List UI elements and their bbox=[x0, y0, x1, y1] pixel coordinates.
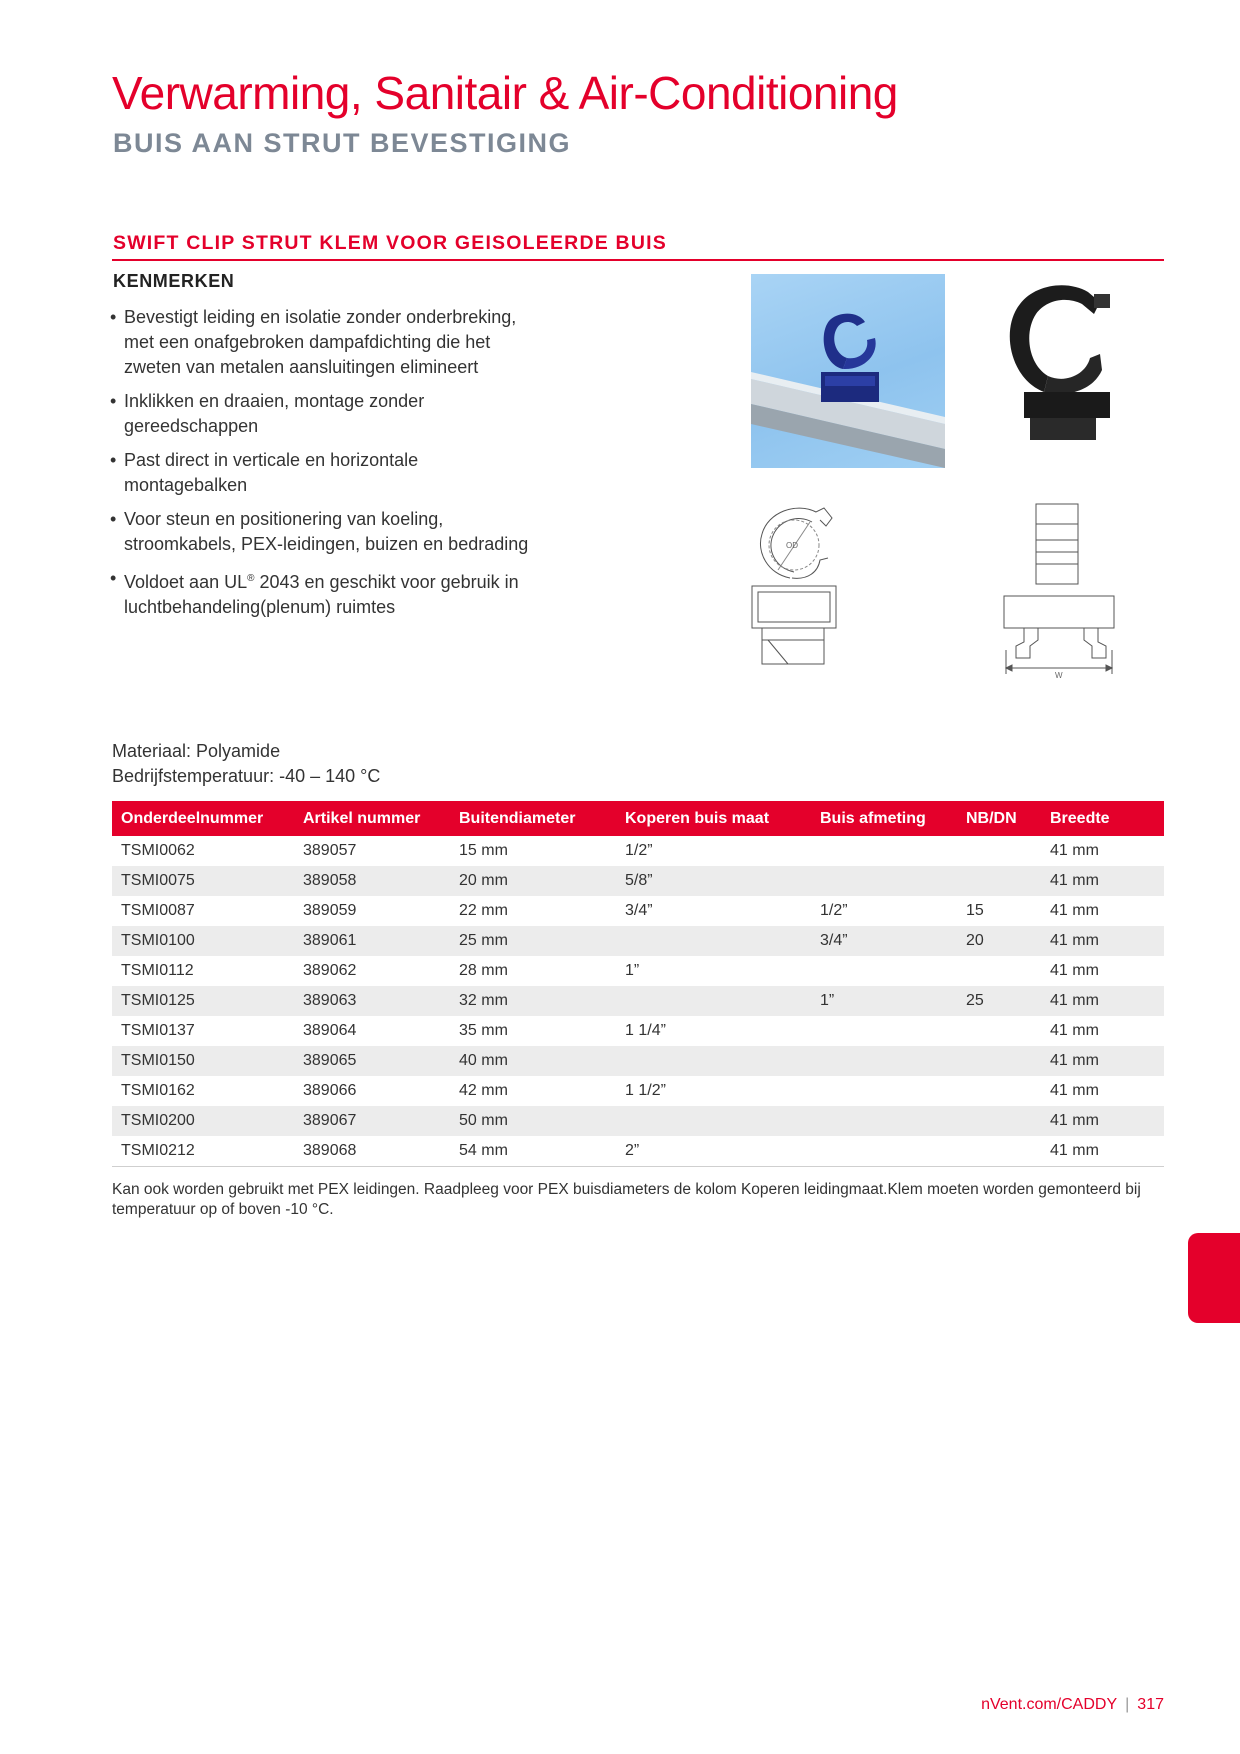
table-cell: 389067 bbox=[294, 1106, 450, 1136]
table-row bbox=[112, 836, 1164, 866]
table-cell bbox=[616, 1046, 811, 1076]
table-cell: 32 mm bbox=[450, 986, 616, 1016]
table-cell: 41 mm bbox=[1050, 1082, 1099, 1099]
technical-drawing-front bbox=[1000, 500, 1122, 680]
column-header-nb-dn: NB/DN bbox=[957, 801, 1041, 836]
table-cell: 28 mm bbox=[459, 962, 508, 979]
table-cell: 41 mm bbox=[1050, 842, 1099, 859]
table-cell bbox=[811, 1136, 957, 1167]
page-footer bbox=[981, 1696, 1164, 1714]
page-title: Verwarming, Sanitair & Air-Conditioning bbox=[112, 67, 898, 119]
table-cell: 42 mm bbox=[459, 1082, 508, 1099]
table-cell: 41 mm bbox=[1041, 1046, 1164, 1076]
strut-clip-black-image bbox=[990, 274, 1130, 468]
table-cell: 1/2” bbox=[820, 902, 848, 919]
table-cell bbox=[957, 866, 1041, 896]
column-header-part-number: Onderdeelnummer bbox=[112, 801, 294, 836]
table-cell bbox=[957, 956, 1041, 986]
table-cell: 54 mm bbox=[450, 1136, 616, 1167]
table-cell: TSMI0125 bbox=[112, 986, 294, 1016]
section-divider bbox=[112, 259, 1164, 261]
table-cell: 1” bbox=[811, 986, 957, 1016]
table-cell: 25 bbox=[957, 986, 1041, 1016]
side-view-drawing bbox=[748, 500, 848, 668]
table-cell bbox=[811, 1016, 957, 1046]
table-cell: TSMI0087 bbox=[121, 902, 195, 919]
table-cell bbox=[811, 1076, 957, 1106]
temperature-spec: Bedrijfstemperatuur: -40 – 140 °C bbox=[112, 766, 381, 786]
column-header-width: Breedte bbox=[1041, 801, 1164, 836]
footer-website: nVent.com/CADDY bbox=[981, 1696, 1118, 1713]
table-header-row bbox=[112, 801, 1164, 836]
product-photo-mounted bbox=[751, 274, 945, 468]
table-cell bbox=[957, 1046, 1041, 1076]
table-cell: 15 mm bbox=[459, 842, 508, 859]
table-cell: 2” bbox=[616, 1136, 811, 1167]
table-cell bbox=[957, 1106, 1041, 1136]
column-header-article-number: Artikel nummer bbox=[294, 801, 450, 836]
table-cell bbox=[957, 1016, 1041, 1046]
table-cell bbox=[811, 956, 957, 986]
table-row bbox=[112, 956, 1164, 986]
chapter-tab bbox=[1188, 1233, 1240, 1323]
table-cell: 389061 bbox=[294, 926, 450, 956]
table-cell: 1 1/4” bbox=[625, 1022, 666, 1039]
table-row bbox=[112, 986, 1164, 1016]
footer-separator: | bbox=[1125, 1696, 1130, 1713]
table-row bbox=[112, 926, 1164, 956]
table-cell bbox=[957, 1076, 1041, 1106]
table-cell: 3/4” bbox=[625, 902, 653, 919]
table-cell: TSMI0212 bbox=[112, 1136, 294, 1167]
table-cell bbox=[957, 1136, 1041, 1167]
table-row bbox=[112, 896, 1164, 926]
table-cell: 5/8” bbox=[616, 866, 811, 896]
table-cell: 1 1/2” bbox=[625, 1082, 666, 1099]
front-view-drawing bbox=[1000, 500, 1122, 680]
table-cell: 41 mm bbox=[1041, 866, 1164, 896]
table-cell: 50 mm bbox=[450, 1106, 616, 1136]
table-cell: 20 bbox=[957, 926, 1041, 956]
table-cell: TSMI0150 bbox=[112, 1046, 294, 1076]
table-row bbox=[112, 1046, 1164, 1076]
table-cell: TSMI0200 bbox=[112, 1106, 294, 1136]
table-cell: 41 mm bbox=[1050, 902, 1099, 919]
table-cell: TSMI0062 bbox=[121, 842, 195, 859]
table-cell: 41 mm bbox=[1050, 962, 1099, 979]
strut-clip-mounted-image bbox=[751, 274, 945, 468]
column-header-outer-diameter: Buitendiameter bbox=[450, 801, 616, 836]
section-title: SWIFT CLIP STRUT KLEM VOOR GEISOLEERDE BUIS bbox=[113, 232, 667, 254]
table-row bbox=[112, 866, 1164, 896]
table-cell: 22 mm bbox=[459, 902, 508, 919]
table-cell: 35 mm bbox=[459, 1022, 508, 1039]
table-cell bbox=[616, 1106, 811, 1136]
feature-item: • Inklikken en draaien, montage zonder gereedschappen bbox=[110, 389, 530, 439]
table-cell: 15 bbox=[966, 902, 984, 919]
features-list bbox=[110, 305, 530, 629]
table-cell: 41 mm bbox=[1041, 1106, 1164, 1136]
table-cell: 41 mm bbox=[1050, 1022, 1099, 1039]
table-cell: 389057 bbox=[303, 842, 357, 859]
table-cell: 1” bbox=[625, 962, 640, 979]
table-cell bbox=[811, 836, 957, 866]
table-cell bbox=[616, 926, 811, 956]
page-subtitle: BUIS AAN STRUT BEVESTIGING bbox=[113, 128, 572, 158]
table-cell: 389065 bbox=[294, 1046, 450, 1076]
feature-item: • Bevestigt leiding en isolatie zonder onderbreking, met een onafgebroken dampafdichting die het zweten van metalen aansluitingen elimineert bbox=[110, 305, 530, 380]
parts-table bbox=[112, 801, 1164, 1167]
feature-item: • Voor steun en positionering van koeling, stroomkabels, PEX-leidingen, buizen en bedrading bbox=[110, 507, 530, 557]
footnote: Kan ook worden gebruikt met PEX leidingen. Raadpleeg voor PEX buisdiameters de kolom Koperen leidingmaat.Klem moeten worden gemonteerd bij temperatuur op of boven -10 °C. bbox=[112, 1181, 1141, 1218]
table-cell: TSMI0100 bbox=[112, 926, 294, 956]
table-cell bbox=[957, 836, 1041, 866]
feature-item: • Past direct in verticale en horizontale montagebalken bbox=[110, 448, 530, 498]
table-cell: 389066 bbox=[303, 1082, 357, 1099]
table-cell: 389062 bbox=[303, 962, 357, 979]
table-cell: 389064 bbox=[303, 1022, 357, 1039]
table-cell bbox=[811, 1106, 957, 1136]
page-number: 317 bbox=[1137, 1696, 1164, 1713]
table-cell: 20 mm bbox=[450, 866, 616, 896]
table-row bbox=[112, 1136, 1164, 1167]
w-label: W bbox=[1055, 671, 1063, 680]
table-cell: 41 mm bbox=[1041, 986, 1164, 1016]
table-cell: 389068 bbox=[294, 1136, 450, 1167]
product-photo-black bbox=[990, 274, 1130, 468]
table-cell: 25 mm bbox=[450, 926, 616, 956]
features-heading: KENMERKEN bbox=[113, 271, 235, 291]
table-cell bbox=[811, 866, 957, 896]
table-row bbox=[112, 1106, 1164, 1136]
table-cell: 1/2” bbox=[625, 842, 653, 859]
table-cell: 389063 bbox=[294, 986, 450, 1016]
column-header-pipe-size: Buis afmeting bbox=[811, 801, 957, 836]
feature-item: • Voldoet aan UL® 2043 en geschikt voor gebruik in luchtbehandeling(plenum) ruimtes bbox=[110, 566, 530, 620]
table-cell: TSMI0112 bbox=[121, 962, 194, 979]
table-cell: 3/4” bbox=[811, 926, 957, 956]
table-cell: 41 mm bbox=[1041, 1136, 1164, 1167]
table-cell: TSMI0075 bbox=[112, 866, 294, 896]
table-body bbox=[112, 836, 1164, 1167]
od-label: OD bbox=[786, 541, 798, 550]
column-header-copper-pipe-size: Koperen buis maat bbox=[616, 801, 811, 836]
table-cell: 389059 bbox=[303, 902, 357, 919]
technical-drawing-side bbox=[748, 500, 848, 668]
table-cell: 40 mm bbox=[450, 1046, 616, 1076]
table-cell bbox=[811, 1046, 957, 1076]
table-cell: TSMI0137 bbox=[121, 1022, 195, 1039]
table-cell bbox=[616, 986, 811, 1016]
table-cell: 41 mm bbox=[1041, 926, 1164, 956]
table-cell: 389058 bbox=[294, 866, 450, 896]
table-row bbox=[112, 1076, 1164, 1106]
table-cell: TSMI0162 bbox=[121, 1082, 195, 1099]
material-spec: Materiaal: Polyamide bbox=[112, 741, 281, 761]
table-row bbox=[112, 1016, 1164, 1046]
